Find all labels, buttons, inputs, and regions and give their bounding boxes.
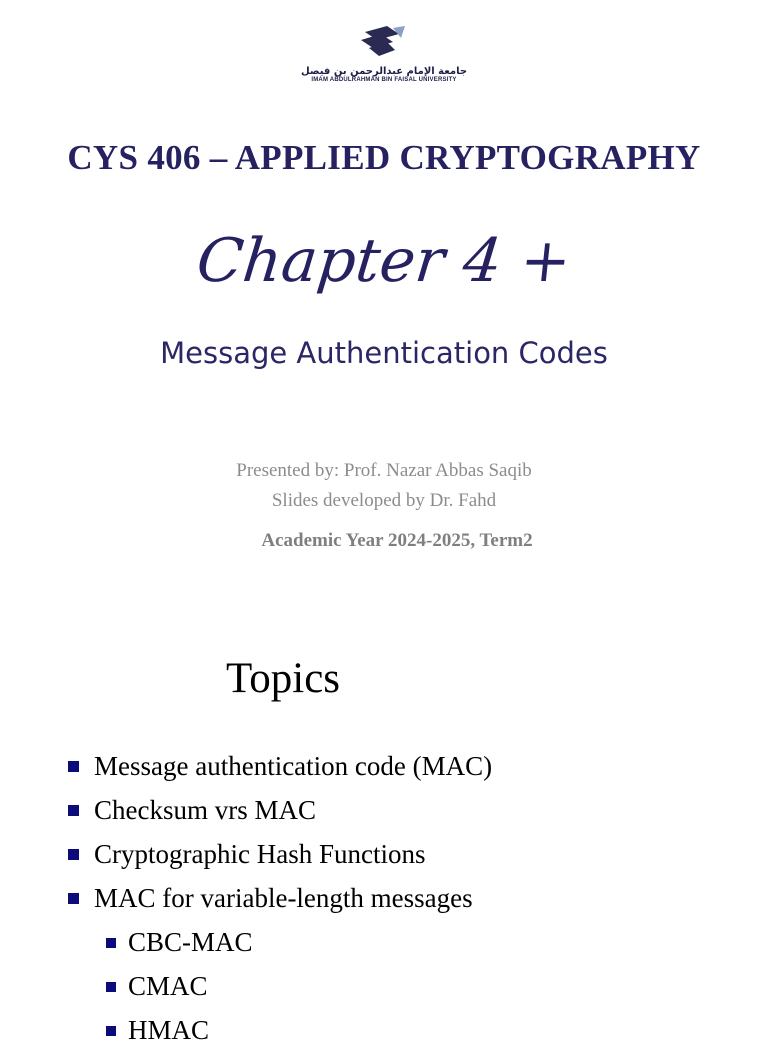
topic-subitem bbox=[66, 1010, 492, 1054]
university-logo-icon bbox=[359, 24, 409, 64]
topic-item bbox=[66, 746, 492, 790]
square-bullet-icon bbox=[106, 938, 116, 948]
topic-label: Cryptographic Hash Functions bbox=[94, 839, 426, 869]
topics-heading: Topics bbox=[226, 655, 341, 702]
university-name-english: IMAM ABDULRAHMAN BIN FAISAL UNIVERSITY bbox=[311, 77, 457, 83]
square-bullet-icon bbox=[68, 849, 79, 860]
topic-label: Message authentication code (MAC) bbox=[94, 751, 493, 781]
chapter-subtitle: Message Authentication Codes bbox=[160, 336, 608, 370]
university-logo bbox=[0, 24, 768, 83]
square-bullet-icon bbox=[106, 1026, 116, 1036]
square-bullet-icon bbox=[68, 761, 79, 772]
topic-label: HMAC bbox=[128, 1015, 210, 1045]
topic-label: CBC-MAC bbox=[128, 927, 253, 957]
topics-list bbox=[66, 746, 492, 1054]
topic-item bbox=[66, 834, 492, 878]
topic-label: CMAC bbox=[128, 971, 208, 1001]
presenter-block bbox=[0, 456, 768, 516]
square-bullet-icon bbox=[68, 893, 79, 904]
university-name-arabic: جامعة الإمام عبدالرحمن بن فيصل bbox=[300, 66, 468, 77]
topic-label: MAC for variable-length messages bbox=[94, 883, 473, 913]
topic-item bbox=[66, 790, 492, 834]
academic-year: Academic Year 2024-2025, Term2 bbox=[261, 530, 533, 551]
topic-label: Checksum vrs MAC bbox=[94, 795, 316, 825]
chapter-title: Chapter 4 + bbox=[193, 226, 575, 296]
presented-by: Presented by: Prof. Nazar Abbas Saqib bbox=[236, 460, 532, 481]
topic-subitem bbox=[66, 922, 492, 966]
course-title: CYS 406 – APPLIED CRYPTOGRAPHY bbox=[67, 138, 701, 177]
topic-subitem bbox=[66, 966, 492, 1010]
topic-item bbox=[66, 878, 492, 922]
developed-by: Slides developed by Dr. Fahd bbox=[271, 490, 497, 511]
square-bullet-icon bbox=[68, 805, 79, 816]
square-bullet-icon bbox=[106, 982, 116, 992]
